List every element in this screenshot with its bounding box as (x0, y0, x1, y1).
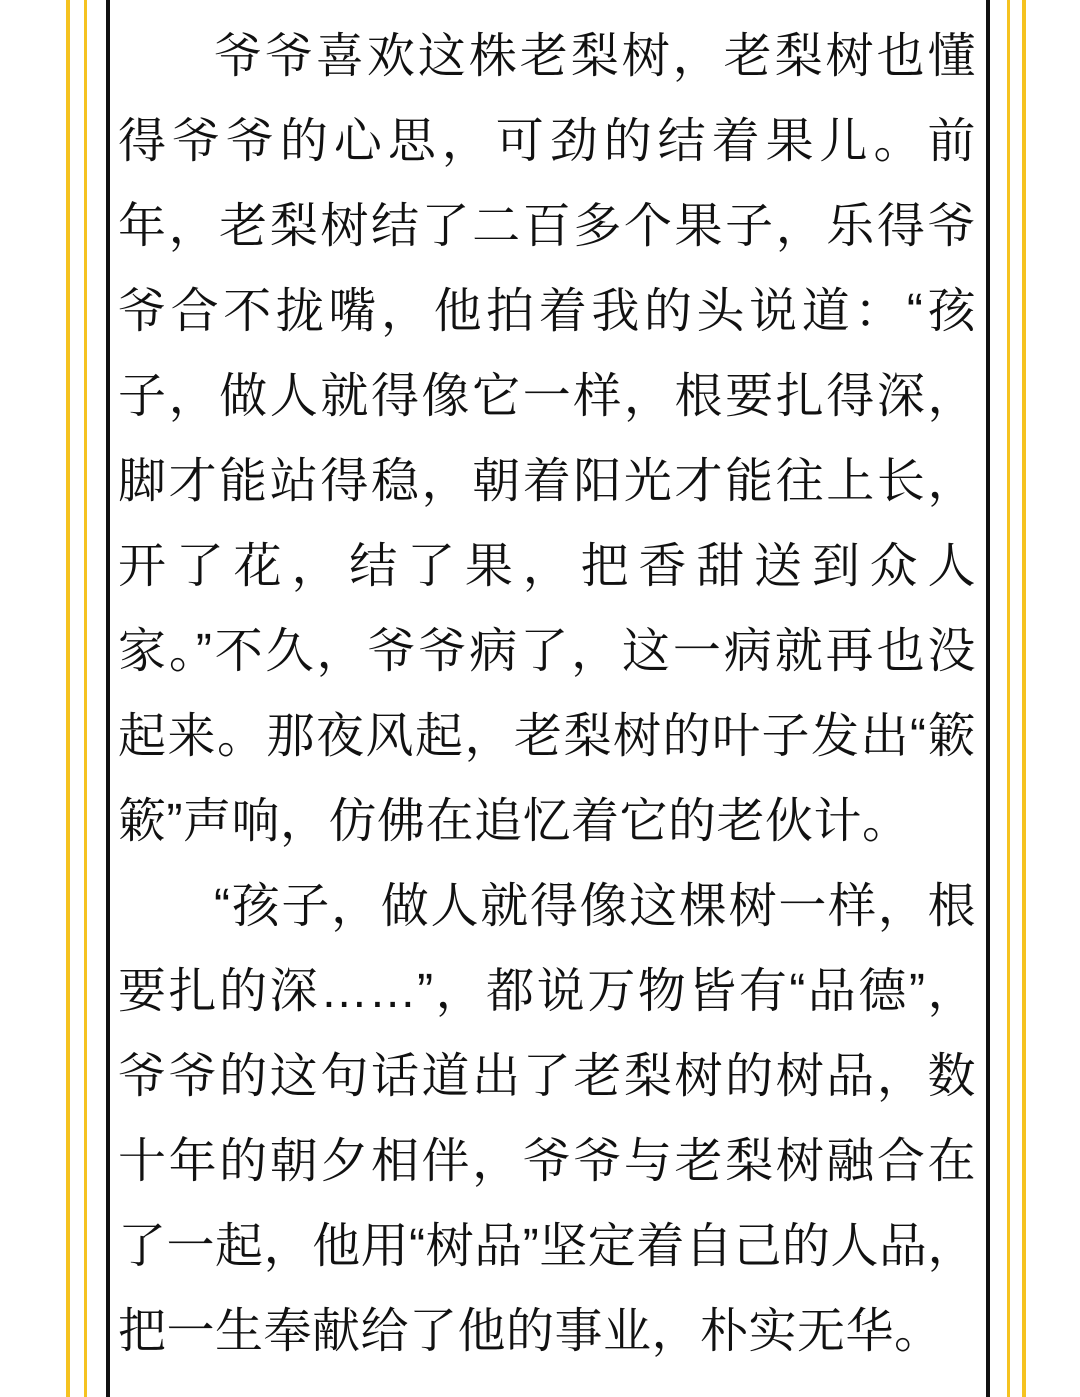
body-text-column (118, 0, 976, 1397)
right-black-rule (986, 0, 990, 1397)
left-black-rule (106, 0, 110, 1397)
paragraph: 爷爷喜欢这株老梨树，老梨树也懂得爷爷的心思，可劲的结着果儿。前年，老梨树结了二百多个果子，乐得爷爷合不拢嘴，他拍着我的头说道：“孩子，做人就得像它一样，根要扎得深，脚才能站得稳，朝着阳光才能往上长，开了花，结了果，把香甜送到众人家。”不久，爷爷病了，这一病就再也没起来。那夜风起，老梨树的叶子发出“簌簌”声响，仿佛在追忆着它的老伙计。 (118, 30, 976, 848)
right-yellow-rule-inner (1007, 0, 1010, 1397)
left-yellow-rule-inner (84, 0, 87, 1397)
right-yellow-rule-outer (1022, 0, 1026, 1397)
paragraph: “孩子，做人就得像这棵树一样，根要扎的深……”，都说万物皆有“品德”，爷爷的这句话道出了老梨树的树品，数十年的朝夕相伴，爷爷与老梨树融合在了一起，他用“树品”坚定着自己的人品，把一生奉献给了他的事业，朴实无华。 (118, 880, 976, 1358)
left-yellow-rule-outer (66, 0, 70, 1397)
